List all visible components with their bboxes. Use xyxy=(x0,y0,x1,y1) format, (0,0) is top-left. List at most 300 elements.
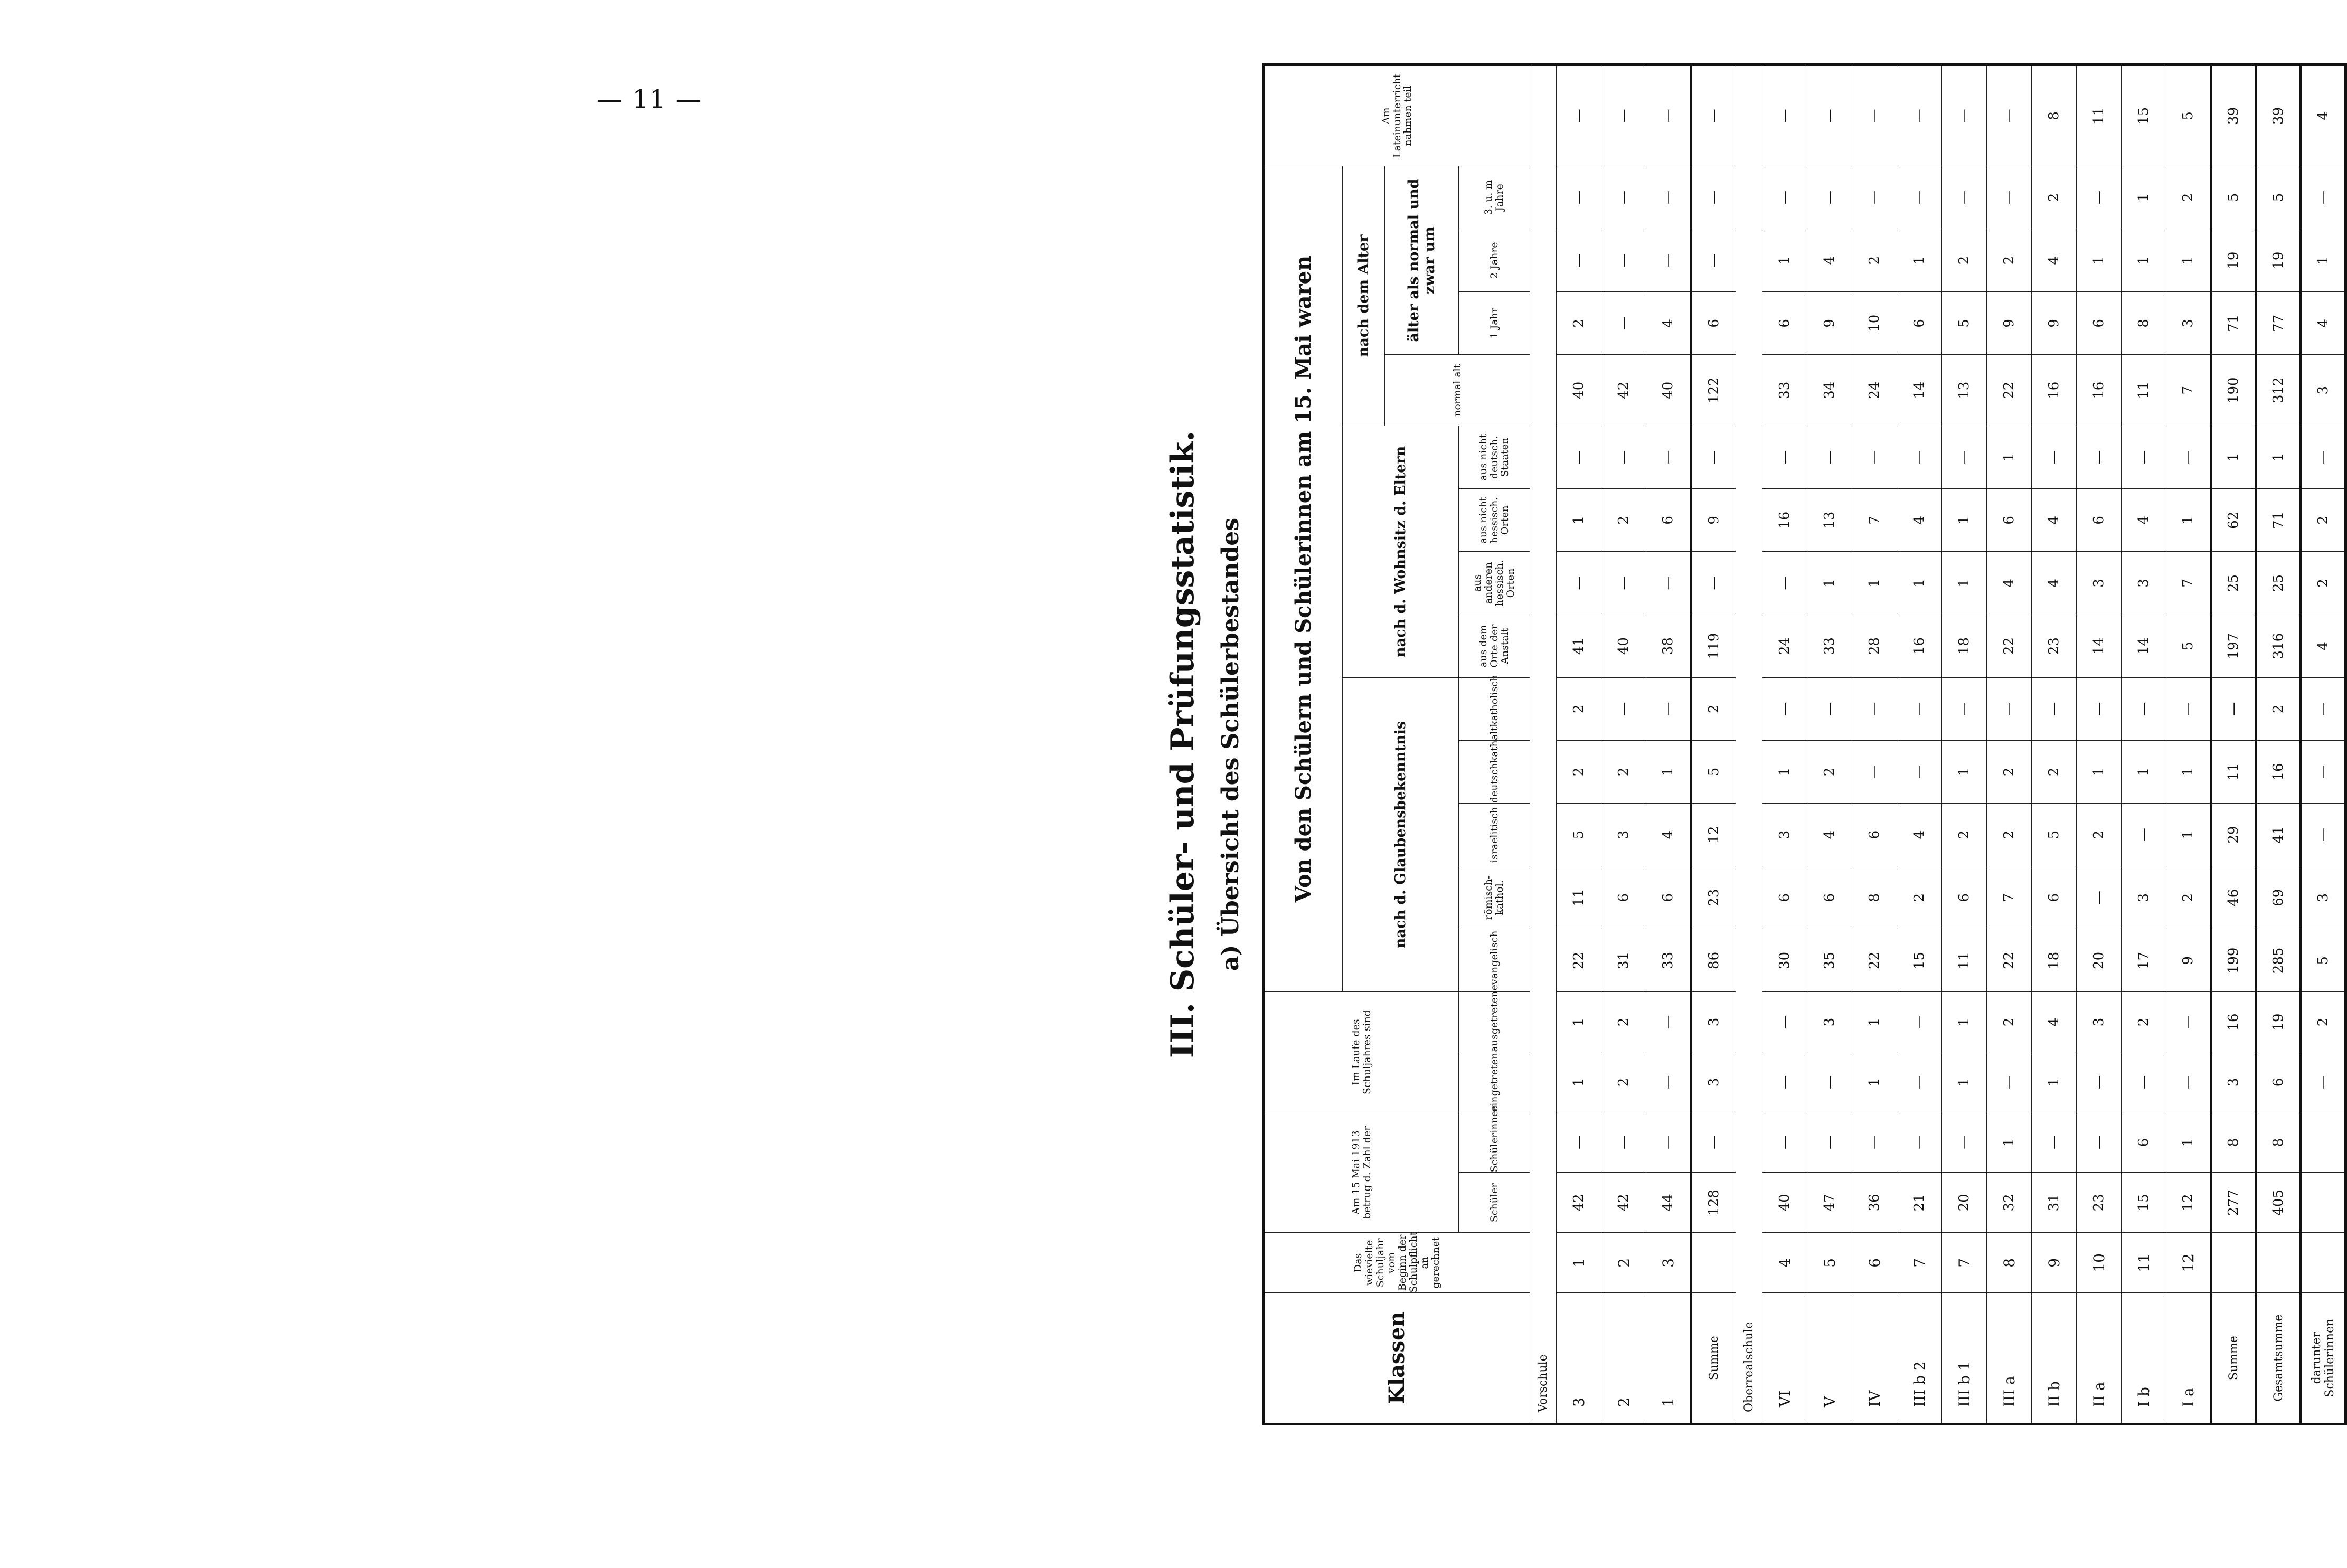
cell-j3: — xyxy=(2301,166,2346,229)
cell-n: 40 xyxy=(1557,355,1601,426)
cell-o: 22 xyxy=(1987,615,2032,677)
cell-o: 4 xyxy=(2301,615,2346,677)
header-von-den: Von den Schülern und Schülerinnen am 15. Mai waren xyxy=(1264,166,1343,992)
cell-rk: 6 xyxy=(2032,866,2077,929)
header-aus-anderen: aus anderen hessisch. Orten xyxy=(1459,552,1530,615)
cell-ak: — xyxy=(1852,677,1897,740)
cell-n: 3 xyxy=(2301,355,2346,426)
cell-j2: 2 xyxy=(1942,229,1987,292)
cell-nh: 6 xyxy=(2077,489,2122,552)
cell-s: 44 xyxy=(1646,1173,1691,1233)
cell-j3: — xyxy=(1762,166,1807,229)
table-row xyxy=(2077,65,2122,1424)
cell-e: 6 xyxy=(2256,1052,2301,1112)
cell-rk: 23 xyxy=(1691,866,1736,929)
school-year-number: 1 xyxy=(1557,1233,1601,1293)
header-evangelisch: evangelisch xyxy=(1459,929,1530,992)
cell-o: 38 xyxy=(1646,615,1691,677)
cell-dk: — xyxy=(1897,740,1942,803)
cell-j3: — xyxy=(1897,166,1942,229)
cell-dk: — xyxy=(1852,740,1897,803)
cell-j1: — xyxy=(1601,292,1646,355)
table-row xyxy=(1807,65,1852,1424)
cell-lat: — xyxy=(1646,65,1691,166)
header-glauben: nach d. Glaubensbekenntnis xyxy=(1343,677,1459,992)
school-year-number: 4 xyxy=(1762,1233,1807,1293)
cell-ah: — xyxy=(1557,552,1601,615)
cell-o: 33 xyxy=(1807,615,1852,677)
cell-rk: 46 xyxy=(2211,866,2256,929)
cell-si: — xyxy=(1691,1112,1736,1173)
table-row xyxy=(2211,65,2256,1424)
cell-nd: — xyxy=(1807,426,1852,489)
cell-nh: 62 xyxy=(2211,489,2256,552)
cell-nh: 16 xyxy=(1762,489,1807,552)
table-row xyxy=(1987,65,2032,1424)
cell-o: 18 xyxy=(1942,615,1987,677)
cell-a: 3 xyxy=(1691,992,1736,1052)
cell-ah: 3 xyxy=(2077,552,2122,615)
cell-j3: 1 xyxy=(2122,166,2166,229)
cell-s: 128 xyxy=(1691,1173,1736,1233)
cell-is: 5 xyxy=(2032,804,2077,866)
cell-o: 119 xyxy=(1691,615,1736,677)
cell-ev: 199 xyxy=(2211,929,2256,992)
cell-n: 42 xyxy=(1601,355,1646,426)
cell-a: 2 xyxy=(2301,992,2346,1052)
cell-a: 1 xyxy=(1557,992,1601,1052)
cell-ah: 25 xyxy=(2211,552,2256,615)
cell-nd: — xyxy=(1691,426,1736,489)
cell-j2: 1 xyxy=(2301,229,2346,292)
cell-lat: — xyxy=(1942,65,1987,166)
cell-ak: 2 xyxy=(1557,677,1601,740)
cell-j1: 5 xyxy=(1942,292,1987,355)
cell-is: 4 xyxy=(1807,804,1852,866)
cell-n: 122 xyxy=(1691,355,1736,426)
table-row xyxy=(2256,65,2301,1424)
cell-j3: — xyxy=(1807,166,1852,229)
cell-s: 21 xyxy=(1897,1173,1942,1233)
rotated-table-page xyxy=(1164,63,2336,1425)
school-year-number: 9 xyxy=(2032,1233,2077,1293)
cell-a: 2 xyxy=(1601,992,1646,1052)
cell-nd: — xyxy=(2166,426,2211,489)
cell-j2: 4 xyxy=(1807,229,1852,292)
cell-ak: — xyxy=(2122,677,2166,740)
cell-is: — xyxy=(2301,804,2346,866)
cell-is: 3 xyxy=(1601,804,1646,866)
cell-n: 34 xyxy=(1807,355,1852,426)
table-row xyxy=(2301,65,2346,1424)
cell-ak: — xyxy=(1646,677,1691,740)
class-name: 3 xyxy=(1557,1293,1601,1424)
cell-rk: 6 xyxy=(1762,866,1807,929)
cell-ev: 17 xyxy=(2122,929,2166,992)
cell-n: 13 xyxy=(1942,355,1987,426)
class-name: I a xyxy=(2166,1293,2211,1424)
cell-rk: 69 xyxy=(2256,866,2301,929)
cell-nh: 2 xyxy=(2301,489,2346,552)
cell-si xyxy=(2301,1112,2346,1173)
table-subtitle: a) Übersicht des Schülerbestandes xyxy=(1217,517,1244,971)
school-year-number xyxy=(2211,1233,2256,1293)
cell-is: 5 xyxy=(1557,804,1601,866)
school-year-number: 8 xyxy=(1987,1233,2032,1293)
cell-is: 41 xyxy=(2256,804,2301,866)
table-body xyxy=(1530,65,2346,1424)
cell-a: 3 xyxy=(2077,992,2122,1052)
cell-e: — xyxy=(1987,1052,2032,1112)
cell-si: — xyxy=(2077,1112,2122,1173)
cell-j1: 77 xyxy=(2256,292,2301,355)
cell-j3: 5 xyxy=(2256,166,2301,229)
class-name: 1 xyxy=(1646,1293,1691,1424)
cell-nd: — xyxy=(2122,426,2166,489)
cell-lat: 39 xyxy=(2211,65,2256,166)
cell-j1: 9 xyxy=(2032,292,2077,355)
cell-a: 2 xyxy=(1987,992,2032,1052)
cell-nh: 6 xyxy=(1646,489,1691,552)
cell-s: 32 xyxy=(1987,1173,2032,1233)
cell-lat: — xyxy=(1897,65,1942,166)
header-3-jahre: 3. u. m Jahre xyxy=(1459,166,1530,229)
cell-s: 12 xyxy=(2166,1173,2211,1233)
cell-rk: 6 xyxy=(1807,866,1852,929)
cell-s: 42 xyxy=(1557,1173,1601,1233)
cell-o: 316 xyxy=(2256,615,2301,677)
cell-is: 6 xyxy=(1852,804,1897,866)
cell-ak: — xyxy=(1601,677,1646,740)
cell-dk: 2 xyxy=(1557,740,1601,803)
header-wievielte: Das wievielte Schuljahr vom Beginn der Schulpflicht an gerechnet xyxy=(1264,1233,1530,1293)
class-name: III b 1 xyxy=(1942,1293,1987,1424)
cell-j2: 1 xyxy=(1762,229,1807,292)
cell-ev: 22 xyxy=(1557,929,1601,992)
cell-nh: 71 xyxy=(2256,489,2301,552)
cell-ev: 35 xyxy=(1807,929,1852,992)
cell-j1: 8 xyxy=(2122,292,2166,355)
cell-ak: — xyxy=(2301,677,2346,740)
cell-n: 7 xyxy=(2166,355,2211,426)
cell-si: — xyxy=(2032,1112,2077,1173)
cell-ev: 20 xyxy=(2077,929,2122,992)
cell-ak: — xyxy=(1897,677,1942,740)
cell-rk: 7 xyxy=(1987,866,2032,929)
class-name: V xyxy=(1807,1293,1852,1424)
class-name: darunter Schülerinnen xyxy=(2301,1293,2346,1424)
cell-lat: — xyxy=(1557,65,1601,166)
cell-j1: 9 xyxy=(1987,292,2032,355)
cell-ak: — xyxy=(1762,677,1807,740)
cell-ak: — xyxy=(2032,677,2077,740)
header-altkath: altkatholisch xyxy=(1459,677,1530,740)
cell-ak: 2 xyxy=(2256,677,2301,740)
table-row xyxy=(1646,65,1691,1424)
cell-s: 20 xyxy=(1942,1173,1987,1233)
school-year-number xyxy=(2256,1233,2301,1293)
cell-ak: — xyxy=(1942,677,1987,740)
cell-e: — xyxy=(2122,1052,2166,1112)
cell-ev: 9 xyxy=(2166,929,2211,992)
cell-ev: 22 xyxy=(1852,929,1897,992)
class-name: Summe xyxy=(2211,1293,2256,1424)
cell-is: 1 xyxy=(2166,804,2211,866)
cell-ev: 33 xyxy=(1646,929,1691,992)
school-year-number xyxy=(1691,1233,1736,1293)
cell-e: — xyxy=(1762,1052,1807,1112)
cell-rk: 8 xyxy=(1852,866,1897,929)
cell-s: 23 xyxy=(2077,1173,2122,1233)
cell-s: 405 xyxy=(2256,1173,2301,1233)
cell-ah: 3 xyxy=(2122,552,2166,615)
school-year-number: 6 xyxy=(1852,1233,1897,1293)
cell-ak: 2 xyxy=(1691,677,1736,740)
cell-dk: 2 xyxy=(1807,740,1852,803)
header-ausgetreten: ausgetreten xyxy=(1459,992,1530,1052)
cell-nh: 9 xyxy=(1691,489,1736,552)
cell-nd: — xyxy=(2301,426,2346,489)
cell-n: 14 xyxy=(1897,355,1942,426)
cell-si: 1 xyxy=(1987,1112,2032,1173)
cell-nh: 7 xyxy=(1852,489,1897,552)
cell-ak: — xyxy=(2077,677,2122,740)
cell-j2: 4 xyxy=(2032,229,2077,292)
cell-ah: — xyxy=(1646,552,1691,615)
cell-dk: 2 xyxy=(1601,740,1646,803)
header-aus-orte: aus dem Orte der Anstalt xyxy=(1459,615,1530,677)
cell-a: 2 xyxy=(2122,992,2166,1052)
cell-si: — xyxy=(1557,1112,1601,1173)
cell-nd: — xyxy=(1601,426,1646,489)
cell-j2: 19 xyxy=(2256,229,2301,292)
cell-rk: 2 xyxy=(2166,866,2211,929)
cell-ev: 86 xyxy=(1691,929,1736,992)
cell-o: 24 xyxy=(1762,615,1807,677)
class-name: Summe xyxy=(1691,1293,1736,1424)
header-schueler: Schüler xyxy=(1459,1173,1530,1233)
cell-nh: 4 xyxy=(2122,489,2166,552)
cell-j1: 10 xyxy=(1852,292,1897,355)
cell-si: 8 xyxy=(2211,1112,2256,1173)
header-aelter: älter als normal und zwar um xyxy=(1385,166,1459,355)
cell-a: 19 xyxy=(2256,992,2301,1052)
cell-s: 15 xyxy=(2122,1173,2166,1233)
cell-ev: 31 xyxy=(1601,929,1646,992)
cell-lat: 5 xyxy=(2166,65,2211,166)
school-year-number: 2 xyxy=(1601,1233,1646,1293)
cell-n: 11 xyxy=(2122,355,2166,426)
cell-a: — xyxy=(1646,992,1691,1052)
cell-ah: 4 xyxy=(1987,552,2032,615)
cell-si: — xyxy=(1646,1112,1691,1173)
cell-s: 40 xyxy=(1762,1173,1807,1233)
page-number: — 11 — xyxy=(597,84,702,114)
table-row xyxy=(1601,65,1646,1424)
cell-n: 40 xyxy=(1646,355,1691,426)
cell-e: 1 xyxy=(1942,1052,1987,1112)
header-israelitisch: israelitisch xyxy=(1459,804,1530,866)
school-year-number: 7 xyxy=(1942,1233,1987,1293)
cell-nh: 6 xyxy=(1987,489,2032,552)
cell-j3: — xyxy=(1557,166,1601,229)
cell-si: — xyxy=(1897,1112,1942,1173)
school-year-number: 3 xyxy=(1646,1233,1691,1293)
header-nicht-deutsch: aus nicht deutsch. Staaten xyxy=(1459,426,1530,489)
cell-j2: 19 xyxy=(2211,229,2256,292)
cell-lat: — xyxy=(1691,65,1736,166)
cell-si: — xyxy=(1942,1112,1987,1173)
table-row xyxy=(1852,65,1897,1424)
cell-n: 33 xyxy=(1762,355,1807,426)
cell-nd: — xyxy=(1646,426,1691,489)
cell-o: 14 xyxy=(2077,615,2122,677)
student-statistics-table xyxy=(1262,63,2347,1425)
cell-o: 23 xyxy=(2032,615,2077,677)
cell-rk: 6 xyxy=(1942,866,1987,929)
cell-rk: 6 xyxy=(1646,866,1691,929)
cell-is: 2 xyxy=(1987,804,2032,866)
header-wohnsitz: nach d. Wohnsitz d. Eltern xyxy=(1343,426,1459,678)
cell-a: 1 xyxy=(1852,992,1897,1052)
cell-lat: — xyxy=(1852,65,1897,166)
cell-nh: 4 xyxy=(2032,489,2077,552)
cell-lat: 15 xyxy=(2122,65,2166,166)
cell-dk: 2 xyxy=(1987,740,2032,803)
cell-lat: 8 xyxy=(2032,65,2077,166)
cell-n: 16 xyxy=(2032,355,2077,426)
school-year-number: 10 xyxy=(2077,1233,2122,1293)
table-row xyxy=(1557,65,1601,1424)
table-row xyxy=(2032,65,2077,1424)
cell-j3: — xyxy=(1852,166,1897,229)
class-name: III b 2 xyxy=(1897,1293,1942,1424)
cell-ak: — xyxy=(2211,677,2256,740)
cell-n: 24 xyxy=(1852,355,1897,426)
cell-j1: 9 xyxy=(1807,292,1852,355)
cell-lat: — xyxy=(1987,65,2032,166)
cell-dk: 11 xyxy=(2211,740,2256,803)
cell-ev: 30 xyxy=(1762,929,1807,992)
cell-rk: 11 xyxy=(1557,866,1601,929)
header-deutschkath: deutschkath. xyxy=(1459,740,1530,803)
cell-is: 2 xyxy=(2077,804,2122,866)
cell-ah: 2 xyxy=(2301,552,2346,615)
header-nicht-hessisch: aus nicht hessisch. Orten xyxy=(1459,489,1530,552)
cell-ak: — xyxy=(2166,677,2211,740)
class-name: I b xyxy=(2122,1293,2166,1424)
cell-lat: — xyxy=(1601,65,1646,166)
cell-dk: 1 xyxy=(2122,740,2166,803)
cell-nh: 1 xyxy=(1942,489,1987,552)
cell-nd: 1 xyxy=(2256,426,2301,489)
header-schuelerinnen: Schülerinnen xyxy=(1459,1112,1530,1173)
cell-e: — xyxy=(2077,1052,2122,1112)
cell-j3: — xyxy=(2077,166,2122,229)
cell-j2: 1 xyxy=(2077,229,2122,292)
cell-e: 1 xyxy=(2032,1052,2077,1112)
class-name: III a xyxy=(1987,1293,2032,1424)
cell-o: 41 xyxy=(1557,615,1601,677)
cell-j2: — xyxy=(1691,229,1736,292)
cell-j2: — xyxy=(1646,229,1691,292)
cell-j3: — xyxy=(1942,166,1987,229)
cell-n: 312 xyxy=(2256,355,2301,426)
cell-si: — xyxy=(1807,1112,1852,1173)
cell-nh: 1 xyxy=(2166,489,2211,552)
cell-a: 4 xyxy=(2032,992,2077,1052)
cell-n: 22 xyxy=(1987,355,2032,426)
cell-is: 4 xyxy=(1646,804,1691,866)
cell-nh: 2 xyxy=(1601,489,1646,552)
cell-ev: 11 xyxy=(1942,929,1987,992)
cell-si: 6 xyxy=(2122,1112,2166,1173)
cell-ah: 1 xyxy=(1807,552,1852,615)
cell-a: 1 xyxy=(1942,992,1987,1052)
cell-j1: 3 xyxy=(2166,292,2211,355)
cell-nh: 1 xyxy=(1557,489,1601,552)
class-name: VI xyxy=(1762,1293,1807,1424)
cell-nd: 1 xyxy=(2211,426,2256,489)
cell-e: — xyxy=(2301,1052,2346,1112)
cell-a: — xyxy=(1897,992,1942,1052)
cell-si: 1 xyxy=(2166,1112,2211,1173)
cell-dk: 16 xyxy=(2256,740,2301,803)
cell-o: 197 xyxy=(2211,615,2256,677)
header-latein: Am Lateinunterricht nahmen teil xyxy=(1264,65,1530,166)
cell-j1: 4 xyxy=(2301,292,2346,355)
cell-ah: 1 xyxy=(1942,552,1987,615)
cell-j2: — xyxy=(1557,229,1601,292)
table-row xyxy=(1942,65,1987,1424)
header-1-jahr: 1 Jahr xyxy=(1459,292,1530,355)
cell-si: — xyxy=(1852,1112,1897,1173)
cell-nd: — xyxy=(2032,426,2077,489)
cell-is: 2 xyxy=(1942,804,1987,866)
cell-o: 14 xyxy=(2122,615,2166,677)
cell-ev: 5 xyxy=(2301,929,2346,992)
cell-ev: 285 xyxy=(2256,929,2301,992)
cell-j1: 2 xyxy=(1557,292,1601,355)
cell-a: 16 xyxy=(2211,992,2256,1052)
header-klassen: Klassen xyxy=(1264,1293,1530,1424)
cell-e: 1 xyxy=(1852,1052,1897,1112)
cell-s: 36 xyxy=(1852,1173,1897,1233)
cell-j1: 6 xyxy=(1691,292,1736,355)
class-name: IV xyxy=(1852,1293,1897,1424)
cell-ev: 15 xyxy=(1897,929,1942,992)
cell-j3: — xyxy=(1691,166,1736,229)
header-2-jahre: 2 Jahre xyxy=(1459,229,1530,292)
school-year-number: 7 xyxy=(1897,1233,1942,1293)
cell-dk: 2 xyxy=(2032,740,2077,803)
cell-n: 16 xyxy=(2077,355,2122,426)
cell-nd: 1 xyxy=(1987,426,2032,489)
cell-si: — xyxy=(1601,1112,1646,1173)
class-name: Gesamtsumme xyxy=(2256,1293,2301,1424)
class-name: II b xyxy=(2032,1293,2077,1424)
cell-o: 28 xyxy=(1852,615,1897,677)
cell-s: 47 xyxy=(1807,1173,1852,1233)
cell-is: 12 xyxy=(1691,804,1736,866)
cell-is: 29 xyxy=(2211,804,2256,866)
cell-a: — xyxy=(2166,992,2211,1052)
header-normal: normal alt xyxy=(1385,355,1530,426)
cell-nh: 13 xyxy=(1807,489,1852,552)
cell-nd: — xyxy=(1762,426,1807,489)
cell-ah: 7 xyxy=(2166,552,2211,615)
header-eingetreten: eingetreten xyxy=(1459,1052,1530,1112)
